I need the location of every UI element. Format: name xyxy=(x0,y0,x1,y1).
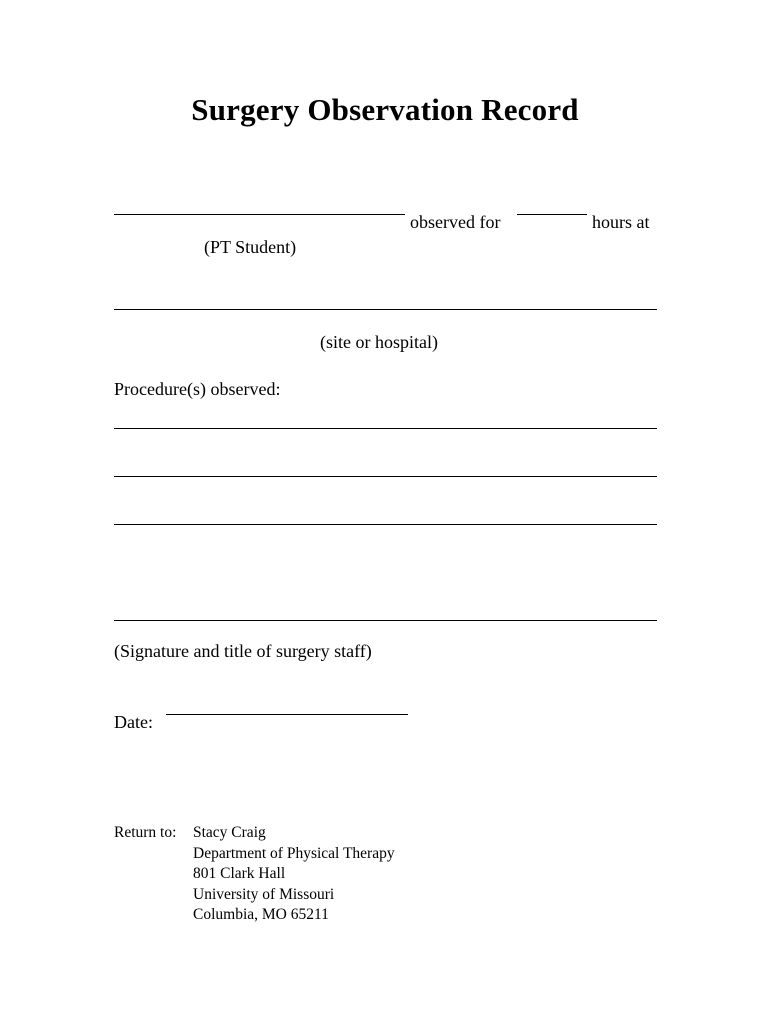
address-line-building: 801 Clark Hall xyxy=(193,865,286,882)
page-title: Surgery Observation Record xyxy=(191,92,579,127)
procedure-blank-3[interactable] xyxy=(114,524,657,525)
address-line-department: Department of Physical Therapy xyxy=(193,845,395,862)
student-name-blank[interactable] xyxy=(114,214,405,215)
date-label: Date: xyxy=(114,712,153,732)
procedure-blank-1[interactable] xyxy=(114,428,657,429)
address-line-university: University of Missouri xyxy=(193,886,335,903)
hours-blank[interactable] xyxy=(517,214,587,215)
pt-student-caption: (PT Student) xyxy=(204,237,297,257)
observed-for-text: observed for xyxy=(410,212,501,232)
site-caption: (site or hospital) xyxy=(320,332,438,352)
return-to-label: Return to: xyxy=(114,824,177,841)
site-blank[interactable] xyxy=(114,309,657,310)
date-blank[interactable] xyxy=(166,714,408,715)
signature-caption: (Signature and title of surgery staff) xyxy=(114,641,372,661)
address-line-city: Columbia, MO 65211 xyxy=(193,906,329,923)
signature-blank[interactable] xyxy=(114,620,657,621)
address-line-name: Stacy Craig xyxy=(193,824,266,841)
procedure-blank-2[interactable] xyxy=(114,476,657,477)
procedures-label: Procedure(s) observed: xyxy=(114,379,281,399)
hours-at-text: hours at xyxy=(592,212,650,232)
